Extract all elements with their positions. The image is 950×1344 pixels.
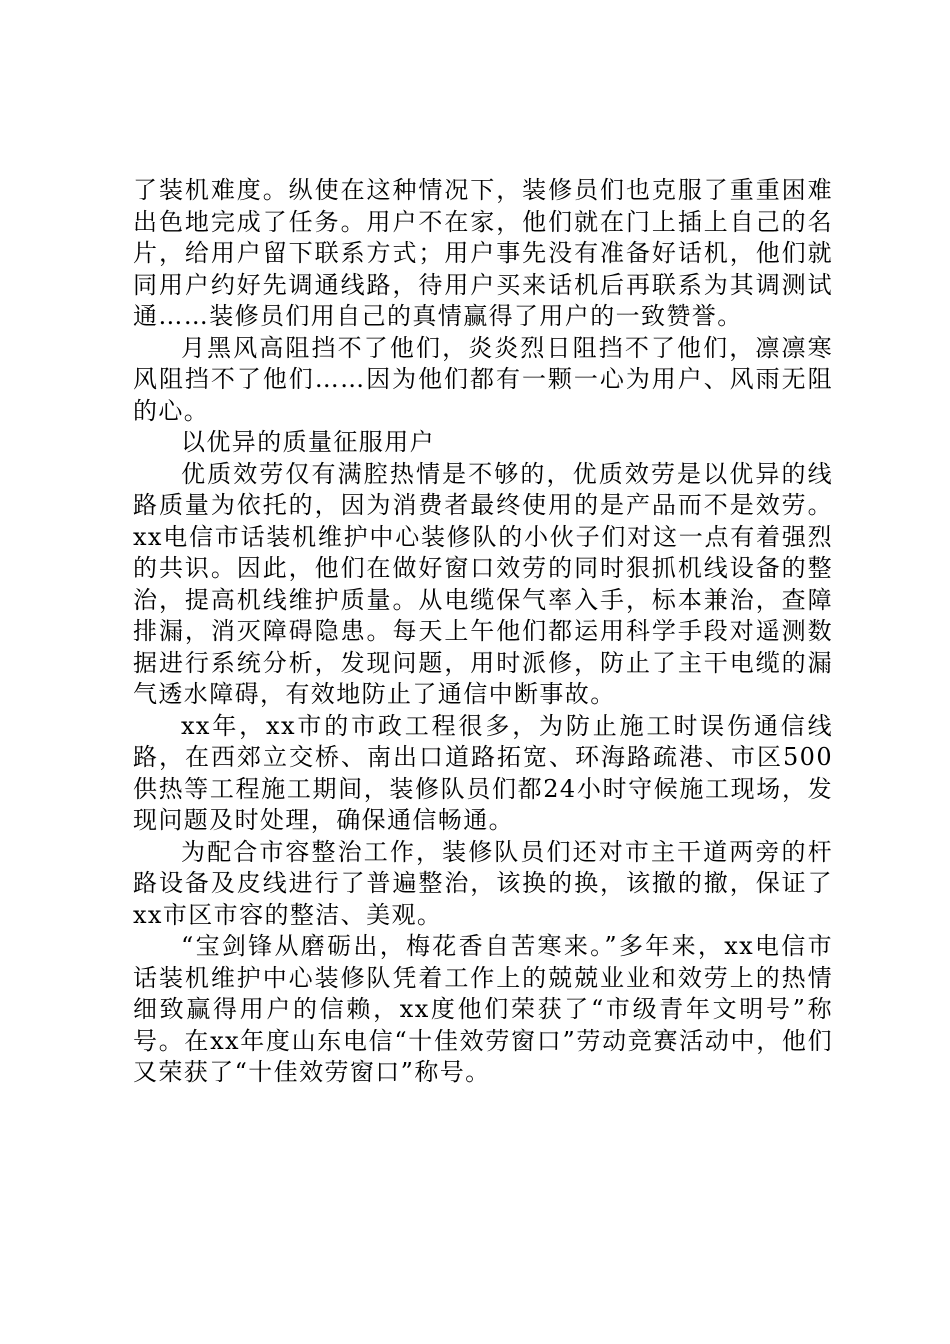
paragraph-honors: “宝剑锋从磨砺出，梅花香自苦寒来。”多年来，xx电信市话装机维护中心装修队凭着工作上的兢兢业业和效劳上的热情细致赢得用户的信赖，xx度他们荣获了“市级青年文明号”称号。在xx年度山东电信“十佳效劳窗口”劳动竞赛活动中，他们又荣获了“十佳效劳窗口”称号。 xyxy=(133,932,833,1086)
document-body xyxy=(133,175,833,1089)
paragraph-municipal-works: xx年，xx市的市政工程很多，为防止施工时误伤通信线路，在西郊立交桥、南出口道路拓宽、环海路疏港、市区500供热等工程施工期间，装修队员们都24小时守候施工现场，发现问题及时处理，确保通信畅通。 xyxy=(133,711,833,834)
section-heading-quality: 以优异的质量征服用户 xyxy=(181,428,435,456)
paragraph-night-wind: 月黑风高阻挡不了他们，炎炎烈日阻挡不了他们，凛凛寒风阻挡不了他们……因为他们都有一颗一心为用户、风雨无阻的心。 xyxy=(133,333,833,425)
paragraph-city-appearance: 为配合市容整治工作，装修队员们还对市主干道两旁的杆路设备及皮线进行了普遍整治，该换的换，该撤的撤，保证了xx市区市容的整洁、美观。 xyxy=(133,837,833,929)
paragraph-quality-service: 优质效劳仅有满腔热情是不够的，优质效劳是以优异的线路质量为依托的，因为消费者最终使用的是产品而不是效劳。xx电信市话装机维护中心装修队的小伙子们对这一点有着强烈的共识。因此，他们在做好窗口效劳的同时狠抓机线设备的整治，提高机线维护质量。从电缆保气率入手，标本兼治，查障排漏，消灭障碍隐患。每天上午他们都运用科学手段对遥测数据进行系统分析，发现问题，用时派修，防止了主干电缆的漏气透水障碍，有效地防止了通信中断事故。 xyxy=(133,459,833,708)
paragraph-continuation: 了装机难度。纵使在这种情况下，装修员们也克服了重重困难出色地完成了任务。用户不在家，他们就在门上插上自己的名片，给用户留下联系方式；用户事先没有准备好话机，他们就同用户约好先调通线路，待用户买来话机后再联系为其调测试通……装修员们用自己的真情赢得了用户的一致赞誉。 xyxy=(133,176,833,330)
